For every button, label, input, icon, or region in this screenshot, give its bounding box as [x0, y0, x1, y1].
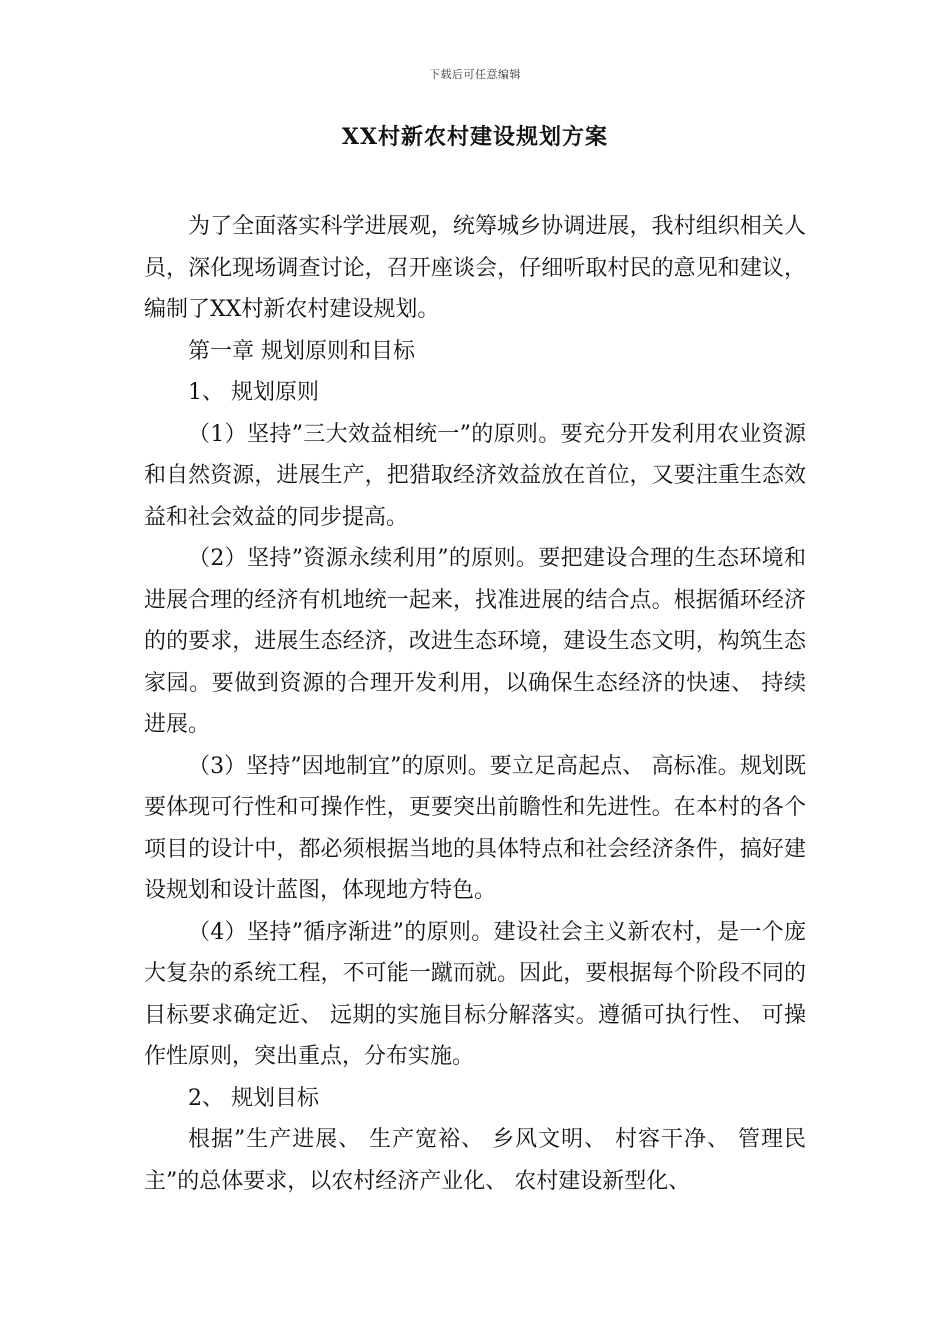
paragraph-intro: 为了全面落实科学进展观，统筹城乡协调进展，我村组织相关人员，深化现场调查讨论，召开座谈会，仔细听取村民的意见和建议，编制了XX村新农村建设规划。 [144, 214, 806, 322]
paragraph-goals: 根据”生产进展、 生产宽裕、 乡风文明、 村容干净、 管理民主”的总体要求，以农村经济产业化、 农村建设新型化、 [144, 1127, 806, 1194]
section-heading-principles: 1、 规划原则 [188, 380, 319, 405]
chapter-heading: 第一章 规划原则和目标 [188, 338, 415, 364]
paragraph-principle-3: （3）坚持”因地制宜”的原则。要立足高起点、 高标准。规划既要体现可行性和可操作性，更要突出前瞻性和先进性。在本村的各个项目的设计中，都必须根据当地的具体特点和社会经济条件，搞好建设规划和设计蓝图，体现地方特色。 [144, 753, 806, 903]
document-title: XX村新农村建设规划方案 [341, 124, 609, 150]
paragraph-principle-4: （4）坚持”循序渐进”的原则。建设社会主义新农村，是一个庞大复杂的系统工程，不可能一蹴而就。因此，要根据每个阶段不同的目标要求确定近、 远期的实施目标分解落实。遵循可执行性、 可操作性原则，突出重点，分布实施。 [144, 919, 806, 1069]
header-note: 下载后可任意编辑 [429, 68, 521, 81]
paragraph-principle-1: （1）坚持”三大效益相统一”的原则。要充分开发利用农业资源和自然资源，进展生产，把猎取经济效益放在首位，又要注重生态效益和社会效益的同步提高。 [144, 421, 806, 530]
section-heading-goals: 2、 规划目标 [188, 1085, 319, 1111]
paragraph-principle-2: （2）坚持”资源永续利用”的原则。要把建设合理的生态环境和进展合理的经济有机地统一起来，找准进展的结合点。根据循环经济的的要求，进展生态经济，改进生态环境，建设生态文明，构筑生态家园。要做到资源的合理开发利用，以确保生态经济的快速、 持续进展。 [144, 546, 806, 737]
document-body [144, 206, 806, 1202]
